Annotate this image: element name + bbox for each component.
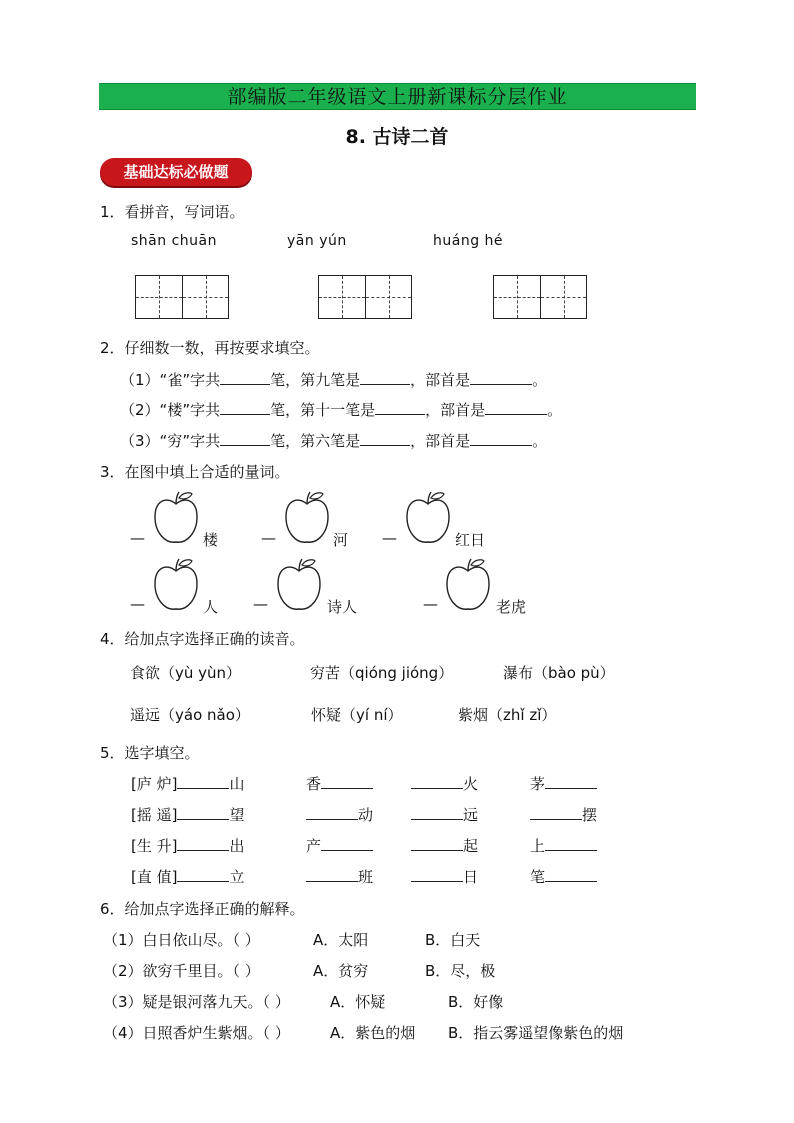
writing-grid-3[interactable] (493, 275, 587, 319)
q5-word: 香 (306, 775, 322, 793)
q5-group: [直 值] (131, 868, 178, 886)
q2-row-char: “楼”字共 (159, 401, 221, 419)
fill-blank[interactable] (220, 400, 270, 415)
q2-row-2 (120, 399, 562, 420)
q5-row-3 (131, 835, 245, 856)
section-badge: 基础达标必做题 (100, 158, 252, 186)
fill-blank[interactable] (411, 774, 463, 789)
dash: — (382, 529, 397, 547)
q6-question: （4）日照香炉生紫烟。（ ） (103, 1024, 290, 1042)
q2-prompt: 2．仔细数一数，再按要求填空。 (100, 339, 320, 357)
fill-blank[interactable] (177, 867, 229, 882)
title-banner: 部编版二年级语文上册新课标分层作业 (99, 83, 696, 110)
q2-row-end: 。 (532, 371, 548, 389)
q5-row-1 (131, 773, 245, 794)
q1-pinyin-2: yān yún (287, 233, 347, 249)
q2-row-tail: ，部首是 (425, 401, 486, 419)
q4-item: 穷苦（qióng jióng） (310, 664, 454, 682)
apple-icon[interactable] (405, 490, 451, 546)
apple-icon[interactable] (153, 490, 199, 546)
fill-blank[interactable] (545, 867, 597, 882)
q2-row-end: 。 (547, 401, 563, 419)
q5-cell (306, 773, 373, 794)
q1-prompt: 1．看拼音，写词语。 (100, 203, 245, 221)
q6-question: （3）疑是银河落九天。（ ） (103, 993, 290, 1011)
fill-blank[interactable] (360, 431, 410, 446)
q6-option-a[interactable]: A．怀疑 (330, 993, 386, 1011)
q1-pinyin-3: huáng hé (433, 233, 504, 249)
q5-word: 茅 (530, 775, 546, 793)
q6-option-b[interactable]: B．尽，极 (425, 962, 496, 980)
q5-word: 摆 (582, 806, 598, 824)
q5-group: [生 升] (131, 837, 178, 855)
q5-group: [摇 遥] (131, 806, 178, 824)
q5-word: 笔 (530, 868, 546, 886)
q5-word: 班 (358, 868, 374, 886)
apple-icon[interactable] (284, 490, 330, 546)
q6-option-b[interactable]: B．白天 (425, 931, 481, 949)
fill-blank[interactable] (411, 836, 463, 851)
q5-cell (306, 866, 373, 887)
dash: — (423, 595, 438, 613)
q2-row-end: 。 (532, 432, 548, 450)
q6-option-a[interactable]: A．贫穷 (313, 962, 369, 980)
q5-word: 望 (229, 806, 245, 824)
q5-word: 山 (229, 775, 245, 793)
q5-cell (411, 866, 478, 887)
fill-blank[interactable] (411, 805, 463, 820)
q3-item: 老虎 (496, 598, 527, 616)
q5-word: 动 (358, 806, 374, 824)
q5-cell (530, 866, 597, 887)
q2-row-1 (120, 369, 547, 390)
fill-blank[interactable] (177, 836, 229, 851)
grid-cell[interactable] (540, 276, 586, 318)
q3-prompt: 3．在图中填上合适的量词。 (100, 463, 290, 481)
q2-row-num: （1） (120, 371, 160, 389)
dash: — (130, 529, 145, 547)
fill-blank[interactable] (470, 370, 532, 385)
grid-cell[interactable] (494, 276, 540, 318)
grid-cell[interactable] (319, 276, 365, 318)
fill-blank[interactable] (177, 805, 229, 820)
lesson-title: 8. 古诗二首 (345, 126, 449, 148)
q2-row-char: “雀”字共 (159, 371, 221, 389)
dash: — (130, 595, 145, 613)
fill-blank[interactable] (545, 836, 597, 851)
q6-question: （1）白日依山尽。（ ） (103, 931, 260, 949)
fill-blank[interactable] (485, 400, 547, 415)
q3-item: 红日 (455, 531, 486, 549)
fill-blank[interactable] (306, 805, 358, 820)
q1-pinyin-1: shān chuān (131, 233, 217, 249)
q2-row-3 (120, 430, 547, 451)
fill-blank[interactable] (306, 867, 358, 882)
q6-option-a[interactable]: A．紫色的烟 (330, 1024, 416, 1042)
q3-item: 河 (333, 531, 349, 549)
q3-item: 人 (203, 598, 219, 616)
q4-item: 遥远（yáo nǎo） (130, 706, 250, 724)
q2-row-mid: 笔，第六笔是 (270, 432, 361, 450)
fill-blank[interactable] (530, 805, 582, 820)
q5-word: 产 (306, 837, 322, 855)
q5-word: 日 (463, 868, 479, 886)
q5-cell (530, 773, 597, 794)
q6-prompt: 6．给加点字选择正确的解释。 (100, 900, 305, 918)
fill-blank[interactable] (411, 867, 463, 882)
q2-row-num: （3） (120, 432, 160, 450)
q4-item: 食欲（yù yùn） (130, 664, 242, 682)
q5-cell (411, 804, 478, 825)
q5-prompt: 5．选字填空。 (100, 744, 200, 762)
apple-icon[interactable] (153, 557, 199, 613)
q2-row-num: （2） (120, 401, 160, 419)
dash: — (253, 595, 268, 613)
q5-cell (411, 835, 478, 856)
dash: — (261, 529, 276, 547)
q5-row-2 (131, 804, 245, 825)
q2-row-tail: ，部首是 (410, 432, 471, 450)
fill-blank[interactable] (220, 370, 270, 385)
q2-row-tail: ，部首是 (410, 371, 471, 389)
q5-cell (411, 773, 478, 794)
grid-cell[interactable] (182, 276, 228, 318)
q3-item: 诗人 (327, 598, 358, 616)
q4-item: 怀疑（yí ní） (311, 706, 403, 724)
fill-blank[interactable] (220, 431, 270, 446)
q4-item: 瀑布（bào pù） (503, 664, 615, 682)
q2-row-mid: 笔，第九笔是 (270, 371, 361, 389)
q5-word: 远 (463, 806, 479, 824)
apple-icon[interactable] (445, 557, 491, 613)
q6-option-b[interactable]: B．好像 (448, 993, 504, 1011)
fill-blank[interactable] (545, 774, 597, 789)
grid-cell[interactable] (365, 276, 411, 318)
grid-cell[interactable] (136, 276, 182, 318)
fill-blank[interactable] (321, 836, 373, 851)
q5-cell (306, 835, 373, 856)
q5-word: 起 (463, 837, 479, 855)
q5-group: [庐 炉] (131, 775, 178, 793)
q5-word: 上 (530, 837, 546, 855)
writing-grid-2[interactable] (318, 275, 412, 319)
apple-icon[interactable] (276, 557, 322, 613)
fill-blank[interactable] (375, 400, 425, 415)
fill-blank[interactable] (470, 431, 532, 446)
q4-item: 紫烟（zhǐ zǐ） (458, 706, 557, 724)
q5-row-4 (131, 866, 245, 887)
q5-word: 火 (463, 775, 479, 793)
q2-row-char: “穷”字共 (159, 432, 221, 450)
q5-cell (530, 804, 597, 825)
q2-row-mid: 笔，第十一笔是 (270, 401, 376, 419)
q5-word: 立 (229, 868, 245, 886)
q5-cell (530, 835, 597, 856)
q6-question: （2）欲穷千里目。（ ） (103, 962, 260, 980)
q6-option-b[interactable]: B．指云雾遥望像紫色的烟 (448, 1024, 624, 1042)
q6-option-a[interactable]: A．太阳 (313, 931, 369, 949)
fill-blank[interactable] (177, 774, 229, 789)
fill-blank[interactable] (360, 370, 410, 385)
q5-cell (306, 804, 373, 825)
q4-prompt: 4．给加点字选择正确的读音。 (100, 630, 305, 648)
writing-grid-1[interactable] (135, 275, 229, 319)
q5-word: 出 (229, 837, 245, 855)
q3-item: 楼 (203, 531, 219, 549)
fill-blank[interactable] (321, 774, 373, 789)
